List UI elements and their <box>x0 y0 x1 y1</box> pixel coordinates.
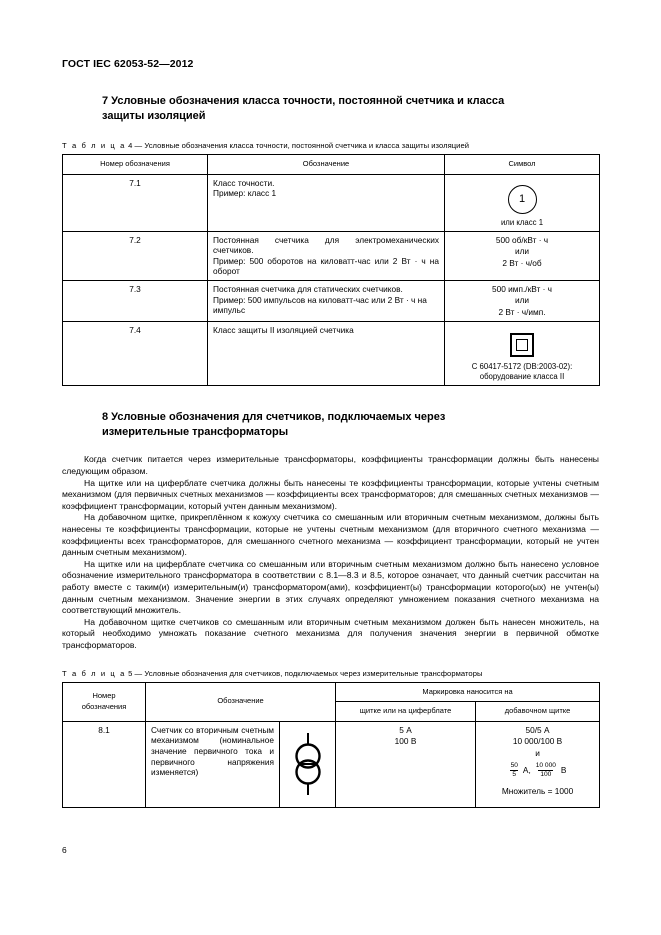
row-designation <box>208 174 445 231</box>
symbol-line: 500 имп./кВт · ч <box>492 283 552 294</box>
section-8-title-line1: 8 Условные обозначения для счетчиков, подключаемых через <box>102 411 446 424</box>
symbol-text-block <box>450 235 594 270</box>
marking-line: 5 А <box>399 724 412 735</box>
accuracy-class-value: 1 <box>518 192 526 205</box>
paragraph: На добавочном щитке, прикреплённом к кожуху счетчика со смешанным или вторичным счетным механизмом, должны быть нанесены те коэффициенты трансформации, которые не учтены счетным механизмом (для вторичного счетного механизма — коэффициенты всех трансформаторов, для смешанного счетного механизма — коэффициент трансформации, который не учтен данным счетным механизмом). <box>62 512 599 558</box>
fraction-numerator: 10 000 <box>535 762 556 770</box>
table-row <box>63 280 600 322</box>
paragraph: На добавочном щитке счетчиков со смешанным или вторичным счетным механизмом должен быть нанесен множитель, на который необходимо умножать показание счетного механизма для получения значения энергии в первичной обмотке трансформаторов. <box>62 616 599 650</box>
multiplier-text: Множитель = 1000 <box>501 786 574 797</box>
paragraph: На щитке или на циферблате счетчика должны быть нанесены те коэффициенты трансформации, которые учтены счетным механизмом (для первичных счетных механизмов — коэффициенты всех трансформаторов; для смешанных счетных механизмов — коэффициент трансформации, который учтен данным механизмом). <box>62 477 599 511</box>
table-4-caption-word: Т а б л и ц а <box>62 141 126 150</box>
standard-header: ГОСТ IEC 62053-52—2012 <box>62 58 194 70</box>
designation-line: Пример: 500 оборотов на киловатт-час или 2 Вт · ч на оборот <box>213 255 439 277</box>
section-8-title-line2: измерительные трансформаторы <box>102 426 289 439</box>
fraction-numerator: 50 <box>510 762 518 770</box>
table-4-caption-text: 4 — Условные обозначения класса точности, постоянной счетчика и класса защиты изоляцией <box>128 141 470 150</box>
section-7-title-line1: 7 Условные обозначения класса точности, постоянной счетчика и класса <box>102 95 505 107</box>
fraction-denominator: 100 <box>540 771 552 779</box>
table-row <box>63 721 600 807</box>
row-number: 7.4 <box>63 322 208 386</box>
designation-line: Пример: класс 1 <box>213 188 277 199</box>
row-symbol <box>445 280 600 322</box>
table-row <box>63 174 600 231</box>
class-2-inner-square <box>516 339 528 351</box>
symbol-caption-line2: оборудование класса II <box>479 372 565 382</box>
table-5-header-designation: Обозначение <box>146 682 336 721</box>
row-marking-dial <box>336 721 476 807</box>
table-5-header-number-line1: Номер <box>92 691 116 701</box>
table-4 <box>62 154 600 386</box>
row-symbol <box>280 721 336 807</box>
page-number: 6 <box>62 845 67 855</box>
symbol-line: или <box>514 295 530 306</box>
designation-line: Класс точности. <box>213 177 275 188</box>
symbol-line: 2 Вт · ч/имп. <box>498 306 546 317</box>
marking-line: 100 В <box>394 736 417 747</box>
class-2-insulation-icon <box>510 333 534 357</box>
row-symbol <box>445 322 600 386</box>
table-4-caption <box>62 141 599 150</box>
row-designation <box>208 231 445 280</box>
section-7-title <box>62 94 599 124</box>
designation-line: Постоянная счетчика для статических счетчиков. <box>213 283 403 294</box>
section-7-title-line2: защиты изоляцией <box>102 110 206 122</box>
symbol-caption: или класс 1 <box>500 217 544 227</box>
table-5 <box>62 682 600 808</box>
row-number: 7.1 <box>63 174 208 231</box>
row-number: 8.1 <box>63 721 146 807</box>
marking-line: 50/5 А <box>525 724 550 735</box>
row-designation: Счетчик со вторичным счетным механизмом (номинальное значение первичного тока и первичного напряжения изменяется) <box>146 721 280 807</box>
table-5-header-row-1 <box>63 682 600 702</box>
paragraph: На щитке или на циферблате счетчика со смешанным или вторичным счетным механизмом должно быть нанесено условное обозначение измерительного трансформатора в соответствии с 8.1—8.3 и 8.5, которое означает, что данный счетчик рассчитан на работу вместе с таким(и) измерительным(и) трансформатором(ами), коэффициент(ы) трансформации которого(ых) не учтен(ы) данным счетным механизмом. Значение энергии в этих случаях определяют умножением показания счетного механизма на соответствующий множитель. <box>62 558 599 616</box>
marking-extra-block <box>481 725 594 760</box>
table-5-header-number <box>63 682 146 721</box>
row-designation <box>208 322 445 386</box>
accuracy-class-circle-icon <box>508 185 537 214</box>
measuring-transformer-icon <box>291 731 325 797</box>
table-row <box>63 231 600 280</box>
symbol-line: 2 Вт · ч/об <box>502 257 542 268</box>
row-designation <box>208 280 445 322</box>
voltage-unit: В <box>560 765 567 776</box>
paragraph: Когда счетчик питается через измерительные трансформаторы, коэффициенты трансформации должны быть нанесены следующим образом. <box>62 454 599 477</box>
row-number: 7.3 <box>63 280 208 322</box>
row-marking-extra <box>476 721 600 807</box>
table-5-caption <box>62 669 599 678</box>
marking-line: и <box>535 747 540 758</box>
row-symbol <box>445 174 600 231</box>
table-row <box>63 322 600 386</box>
row-number: 7.2 <box>63 231 208 280</box>
table-4-header-row <box>63 155 600 175</box>
voltage-ratio-fraction <box>534 762 558 779</box>
page-content <box>62 0 599 808</box>
table-5-header-number-line2: обозначения <box>81 701 127 711</box>
table-4-header-symbol: Символ <box>445 155 600 175</box>
row-symbol <box>445 231 600 280</box>
ratio-fractions <box>481 762 594 779</box>
designation-line: Класс защиты II изоляцией счетчика <box>213 325 354 336</box>
fraction-denominator: 5 <box>512 771 517 779</box>
table-5-header-marking-extra: добавочном щитке <box>476 702 600 722</box>
table-5-header-marking-group: Маркировка наносится на <box>336 682 600 702</box>
table-4-header-number: Номер обозначения <box>63 155 208 175</box>
symbol-text-block <box>450 284 594 319</box>
table-5-caption-word: Т а б л и ц а <box>62 668 126 678</box>
symbol-line: 500 об/кВт · ч <box>495 234 549 245</box>
table-5-caption-text: 5 — Условные обозначения для счетчиков, подключаемых через измерительные трансформаторы <box>128 668 483 678</box>
symbol-line: или <box>514 246 530 257</box>
current-ratio-fraction <box>509 762 520 779</box>
designation-line: Пример: 500 импульсов на киловатт-час или 2 Вт · ч на импульс <box>213 294 427 316</box>
designation-line: Постоянная счетчика для электромеханических счетчиков. <box>213 234 439 256</box>
marking-dial-block <box>341 725 470 748</box>
current-unit: А, <box>522 765 531 776</box>
symbol-caption-line1: C 60417-5172 (DB:2003-02): <box>471 362 573 372</box>
marking-line: 10 000/100 В <box>512 736 563 747</box>
table-4-header-designation: Обозначение <box>208 155 445 175</box>
section-8-title <box>62 410 599 440</box>
table-5-header-marking-dial: щитке или на циферблате <box>336 702 476 722</box>
